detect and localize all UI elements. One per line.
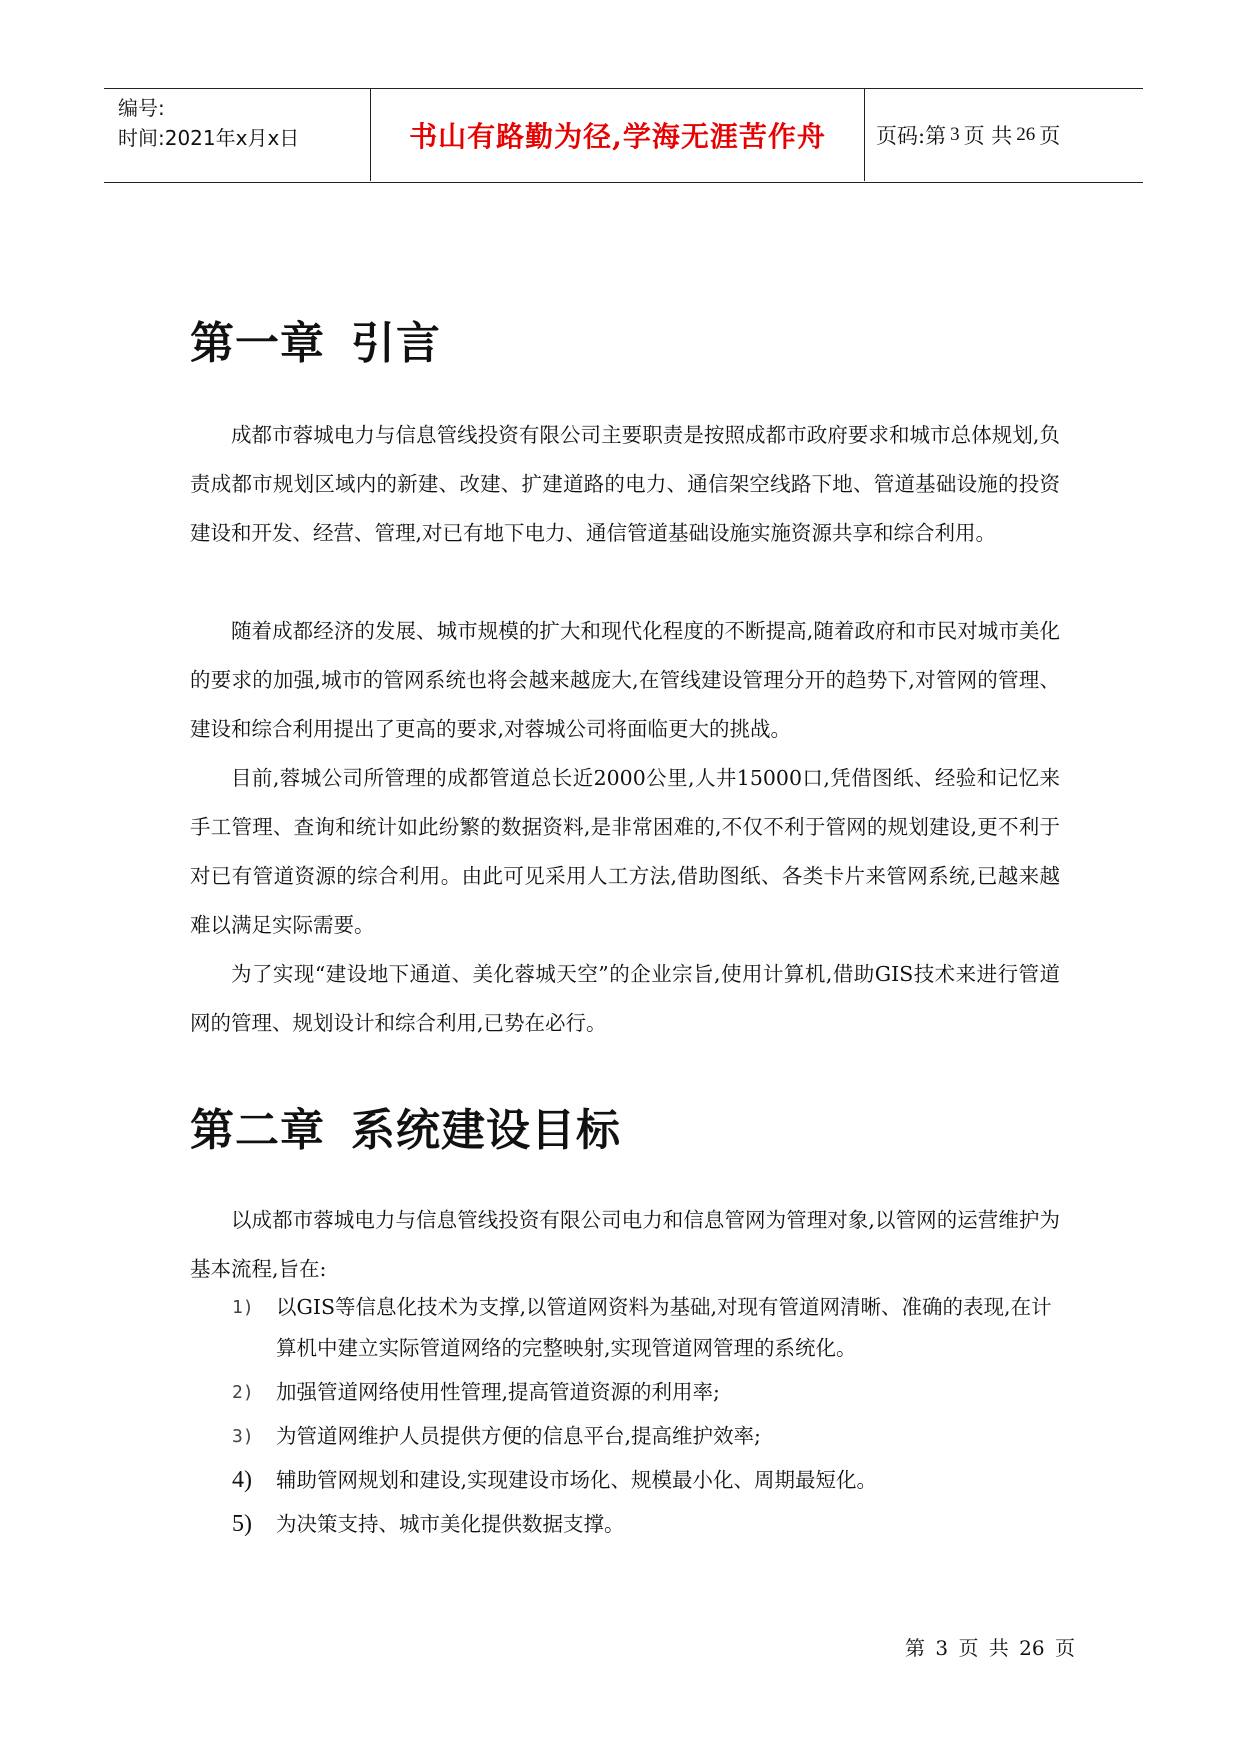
header-meta <box>118 93 299 153</box>
page-footer <box>905 1632 1075 1661</box>
header-page-suffix: 页 <box>1039 124 1061 148</box>
doc-number-label: 编号: <box>118 96 165 120</box>
chapter-1-paragraph-1: 成都市蓉城电力与信息管线投资有限公司主要职责是按照成都市政府要求和城市总体规划,负责成都市规划区域内的新建、改建、扩建道路的电力、通信架空线路下地、管道基础设施的投资建设和开发、经营、管理,对已有地下电力、通信管道基础设施实施资源共享和综合利用。 <box>190 423 1060 545</box>
list-item <box>190 1460 1070 1501</box>
doc-time-label: 时间:2021年x月x日 <box>118 126 300 150</box>
footer-suffix: 页 <box>1054 1636 1075 1660</box>
chapter-2-intro: 以成都市蓉城电力与信息管线投资有限公司电力和信息管网为管理对象,以管网的运营维护为基本流程,旨在: <box>190 1208 1060 1281</box>
goals-list <box>190 1287 1070 1548</box>
header-motto: 书山有路勤为径,学海无涯苦作舟 <box>370 89 865 181</box>
list-item <box>190 1287 1070 1369</box>
chapter-1-number: 第一章 <box>190 318 325 369</box>
list-item <box>190 1504 1070 1545</box>
footer-page-total: 26 <box>1019 1636 1045 1660</box>
page-header <box>104 88 1143 183</box>
list-item <box>190 1416 1070 1457</box>
list-item-number: 5) <box>232 1511 252 1537</box>
list-item-number: 1) <box>232 1297 254 1318</box>
chapter-1-heading <box>190 307 441 371</box>
chapter-2-heading <box>190 1094 621 1158</box>
header-page-mid: 页 共 <box>963 124 1013 148</box>
list-item <box>190 1372 1070 1413</box>
list-item-text: 辅助管网规划和建设,实现建设市场化、规模最小化、周期最短化。 <box>276 1468 878 1492</box>
list-item-number: 4) <box>232 1467 252 1493</box>
chapter-2-title: 系统建设目标 <box>351 1105 621 1156</box>
chapter-1-paragraph-4: 为了实现“建设地下通道、美化蓉城天空”的企业宗旨,使用计算机,借助GIS技术来进行管道网的管理、规划设计和综合利用,已势在必行。 <box>190 962 1060 1035</box>
list-item-number: 3) <box>232 1426 254 1447</box>
chapter-1-paragraph-3: 目前,蓉城公司所管理的成都管道总长近2000公里,人井15000口,凭借图纸、经验和记忆来手工管理、查询和统计如此纷繁的数据资料,是非常困难的,不仅不利于管网的规划建设,更不利于对已有管道资源的综合利用。由此可见采用人工方法,借助图纸、各类卡片来管网系统,已越来越难以满足实际需要。 <box>190 766 1060 937</box>
footer-page-current: 3 <box>935 1636 949 1660</box>
header-page-total: 26 <box>1016 124 1036 145</box>
list-item-text: 加强管道网络使用性管理,提高管道资源的利用率; <box>276 1380 720 1404</box>
header-page-current: 3 <box>950 124 960 145</box>
chapter-2-number: 第二章 <box>190 1105 325 1156</box>
footer-prefix: 第 <box>905 1636 925 1660</box>
list-item-text: 为管道网维护人员提供方便的信息平台,提高维护效率; <box>276 1424 761 1448</box>
header-page-indicator <box>876 89 1060 181</box>
header-page-prefix: 页码:第 <box>876 124 947 148</box>
list-item-text: 为决策支持、城市美化提供数据支撑。 <box>276 1512 625 1536</box>
footer-mid: 页 共 <box>958 1636 1009 1660</box>
chapter-1-title: 引言 <box>351 318 441 369</box>
list-item-number: 2) <box>232 1382 254 1403</box>
chapter-1-paragraph-2: 随着成都经济的发展、城市规模的扩大和现代化程度的不断提高,随着政府和市民对城市美化的要求的加强,城市的管网系统也将会越来越庞大,在管线建设管理分开的趋势下,对管网的管理、建设和综合利用提出了更高的要求,对蓉城公司将面临更大的挑战。 <box>190 619 1060 741</box>
list-item-text: 以GIS等信息化技术为支撑,以管道网资料为基础,对现有管道网清晰、准确的表现,在计算机中建立实际管道网络的完整映射,实现管道网管理的系统化。 <box>276 1295 1052 1360</box>
